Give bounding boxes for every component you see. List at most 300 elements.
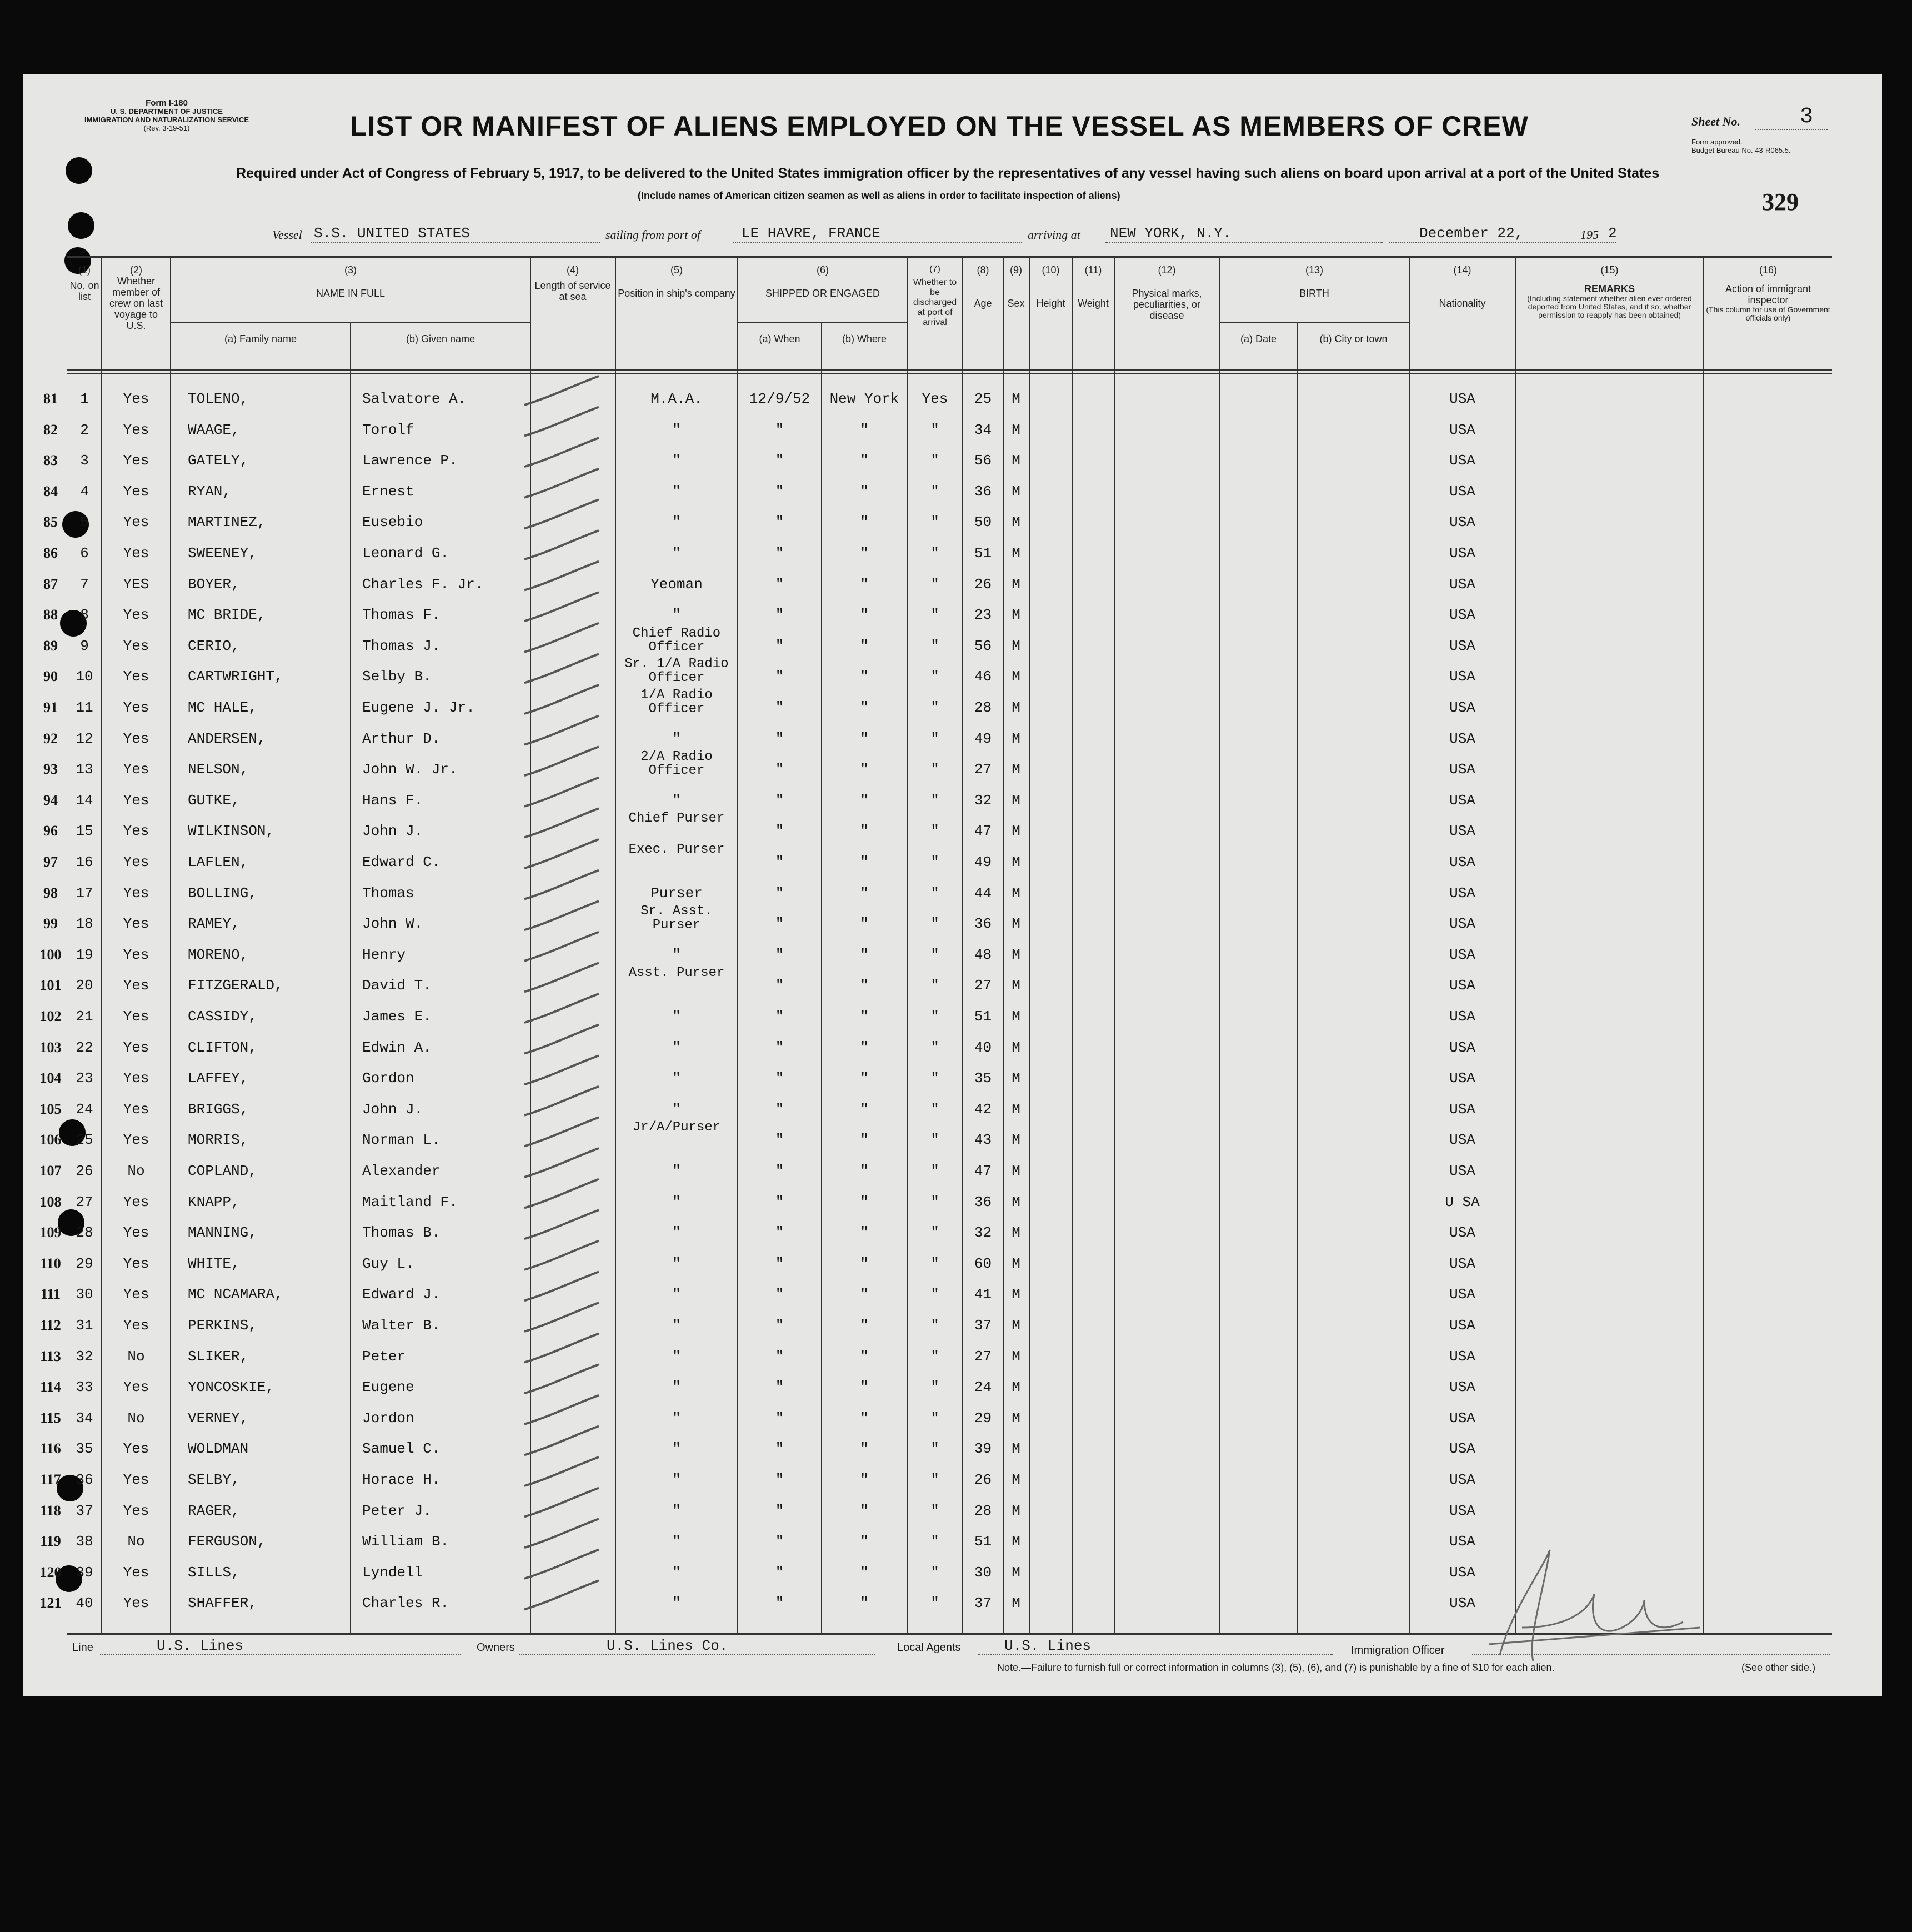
list-number: 14 [76,792,93,809]
service-tick [524,1457,599,1486]
nationality: U SA [1445,1193,1480,1210]
shipped-when: " [775,452,784,469]
last-voyage: Yes [123,699,149,716]
discharged: " [930,1502,939,1519]
sex: M [1012,483,1020,500]
shipped-where: " [860,514,869,531]
age: 48 [974,946,992,963]
family-name: GUTKE, [188,792,240,809]
nationality: USA [1449,1070,1475,1087]
department: U. S. DEPARTMENT OF JUSTICE [111,107,223,116]
age: 50 [974,514,992,531]
shipped-where: " [860,483,869,500]
last-voyage: Yes [123,421,149,438]
side-line-number: 81 [43,391,58,407]
list-number: 3 [80,452,89,469]
position: " [672,1039,681,1056]
family-name: NELSON, [188,761,249,778]
shipped-when: " [775,854,784,870]
last-voyage: Yes [123,1471,149,1488]
service-tick [524,1087,599,1115]
age: 42 [974,1100,992,1118]
shipped-where: " [860,823,869,840]
shipped-when: " [775,575,784,593]
family-name: KNAPP, [188,1193,240,1210]
col-16-note: (This column for use of Government officials only) [1706,305,1830,322]
list-number: 4 [80,483,89,500]
nationality: USA [1449,545,1475,562]
age: 24 [974,1379,992,1396]
sailing-label: sailing from port of [605,228,700,242]
age: 27 [974,761,992,778]
position: " [672,1008,681,1025]
service-tick [524,901,599,930]
discharged: " [930,884,939,902]
col-2-title: Whether member of crew on last voyage to U.S. [109,276,163,331]
family-name: RAMEY, [188,915,240,933]
age: 36 [974,483,992,500]
discharged: " [930,1163,939,1179]
discharged: " [930,977,939,994]
given-name: Torolf [362,421,414,438]
side-line-number: 94 [43,792,58,808]
given-name: Edward C. [362,854,441,870]
service-tick [524,1055,599,1084]
age: 51 [974,1533,992,1550]
side-line-number: 101 [39,977,62,994]
last-voyage: Yes [123,946,149,963]
shipped-when: " [775,1070,784,1087]
family-name: MANNING, [188,1224,257,1242]
shipped-where: " [860,1255,869,1272]
nationality: USA [1449,483,1475,500]
shipped-where: " [860,1039,869,1056]
family-name: SILLS, [188,1564,240,1581]
subtitle-note: (Include names of American citizen seamen as well as aliens in order to facilitate inspection of aliens) [638,190,1120,201]
list-number: 1 [80,391,89,407]
position: " [672,730,681,747]
given-name: Guy L. [362,1255,414,1272]
sex: M [1012,1379,1020,1396]
approval-line: Form approved. [1691,138,1743,146]
given-name: Eugene [362,1379,414,1396]
last-voyage: Yes [123,854,149,870]
service-tick [524,963,599,992]
sex: M [1012,1255,1020,1272]
position: " [672,1471,681,1488]
age: 43 [974,1132,992,1149]
discharged: " [930,1008,939,1025]
list-number: 38 [76,1533,93,1550]
discharged: " [930,1471,939,1488]
signature-image [1478,1544,1711,1672]
age: 37 [974,1317,992,1334]
discharged: " [930,545,939,562]
shipped-when: " [775,483,784,500]
shipped-when: " [775,1132,784,1149]
service-tick [524,1117,599,1146]
discharged: " [930,1409,939,1427]
service-tick [524,685,599,714]
family-name: RYAN, [188,483,232,500]
nationality: USA [1449,637,1475,654]
side-line-number: 105 [39,1100,62,1117]
given-name: Jordon [362,1409,414,1427]
shipped-where: " [860,1595,869,1612]
discharged: " [930,1224,939,1242]
shipped-when: " [775,977,784,994]
last-voyage: Yes [123,1564,149,1581]
sex: M [1012,607,1020,624]
discharged: " [930,854,939,870]
see-other-side: (See other side.) [1741,1662,1816,1673]
last-voyage: Yes [123,545,149,562]
sex: M [1012,421,1020,438]
list-number: 27 [76,1193,93,1210]
shipped-where: " [860,854,869,870]
shipped-when: " [775,1039,784,1056]
age: 39 [974,1440,992,1458]
given-name: John J. [362,823,423,840]
given-name: Maitland F. [362,1193,458,1210]
nationality: USA [1449,1286,1475,1303]
shipped-where: " [860,1224,869,1242]
given-name: Eugene J. Jr. [362,699,475,716]
col-12-number: (12) [1158,264,1176,276]
list-number: 35 [76,1440,93,1458]
given-name: Lyndell [362,1564,423,1581]
position: Exec. Purser [628,842,725,857]
sex: M [1012,1070,1020,1087]
discharged: " [930,823,939,840]
discharged: " [930,1100,939,1118]
list-number: 22 [76,1039,93,1056]
arriving-label: arriving at [1028,228,1080,242]
side-line-number: 104 [39,1070,62,1087]
given-name: Samuel C. [362,1440,441,1458]
nationality: USA [1449,1317,1475,1334]
position: " [672,946,681,963]
given-name: Salvatore A. [362,391,467,407]
position: " [672,483,681,500]
service-tick [524,808,599,837]
list-number: 5 [80,514,89,531]
list-number: 15 [76,823,93,840]
last-voyage: Yes [123,452,149,469]
family-name: SWEENEY, [188,545,257,562]
page-title: LIST OR MANIFEST OF ALIENS EMPLOYED ON THE VESSEL AS MEMBERS OF CREW [350,111,1529,142]
sex: M [1012,391,1020,407]
age: 56 [974,637,992,654]
list-number: 2 [80,421,89,438]
age: 25 [974,391,992,407]
discharged: Yes [922,391,948,407]
last-voyage: No [127,1409,145,1427]
position: Jr/A/Purser [632,1120,721,1135]
side-line-number: 87 [43,575,58,592]
service-tick [524,654,599,683]
sheet-label: Sheet No. [1691,114,1740,128]
sex: M [1012,637,1020,654]
age: 30 [974,1564,992,1581]
nationality: USA [1449,1348,1475,1365]
last-voyage: Yes [123,1595,149,1612]
shipped-where: " [860,1348,869,1365]
owners-value: U.S. Lines Co. [607,1638,728,1654]
shipped-when: " [775,668,784,685]
service-tick [524,592,599,621]
shipped-when: " [775,1409,784,1427]
position: " [672,1379,681,1396]
shipped-when: 12/9/52 [749,391,810,407]
sex: M [1012,730,1020,747]
shipped-where: " [860,761,869,778]
sex: M [1012,452,1020,469]
service-tick [524,1395,599,1424]
service-tick [524,623,599,652]
last-voyage: Yes [123,1100,149,1118]
family-name: MARTINEZ, [188,514,266,531]
shipped-where: " [860,915,869,933]
col-5-number: (5) [670,264,683,276]
given-name: Edwin A. [362,1039,432,1056]
shipped-when: " [775,884,784,902]
discharged: " [930,514,939,531]
nationality: USA [1449,452,1475,469]
sex: M [1012,1409,1020,1427]
col-13-number: (13) [1305,264,1323,276]
service-tick [524,994,599,1023]
side-line-number: 121 [39,1595,62,1611]
shipped-when: " [775,1255,784,1272]
stamp-number: 329 [1762,188,1799,216]
shipped-where: " [860,977,869,994]
given-name: Ernest [362,483,414,500]
shipped-where: " [860,1070,869,1087]
family-name: CASSIDY, [188,1008,257,1025]
side-line-number: 89 [43,637,58,654]
position: " [672,1533,681,1550]
list-number: 9 [80,637,89,654]
col-4-title: Length of service at sea [534,280,611,302]
service-tick [524,1550,599,1579]
family-name: PERKINS, [188,1317,257,1334]
list-number: 6 [80,545,89,562]
side-line-number: 85 [43,514,58,530]
age: 36 [974,915,992,933]
col-1-title: No. on list [69,280,99,302]
col-7-title: Whether to be discharged at port of arrival [913,278,957,327]
family-name: TOLENO, [188,391,249,407]
sex: M [1012,668,1020,685]
family-name: MORENO, [188,946,249,963]
nationality: USA [1449,1533,1475,1550]
position: " [672,452,681,469]
side-line-number: 118 [40,1502,61,1519]
discharged: " [930,761,939,778]
col-8-title: Age [974,298,992,309]
position: " [672,607,681,624]
age: 44 [974,884,992,902]
family-name: BOLLING, [188,884,257,902]
col-15-note: (Including statement whether alien ever ordered deported from United States, and if so, whether permission to reapply has been obtained) [1527,294,1692,319]
service-tick [524,562,599,590]
service-tick [524,1303,599,1332]
side-line-number: 112 [40,1317,61,1333]
sex: M [1012,1440,1020,1458]
age: 40 [974,1039,992,1056]
list-number: 25 [76,1132,93,1149]
nationality: USA [1449,915,1475,933]
side-line-number: 100 [39,946,62,963]
sex: M [1012,915,1020,933]
family-name: VERNEY, [188,1409,249,1427]
side-line-number: 111 [40,1286,61,1303]
sex: M [1012,514,1020,531]
service-tick [524,469,599,498]
age: 56 [974,452,992,469]
revision: (Rev. 3-19-51) [143,124,190,132]
last-voyage: Yes [123,1286,149,1303]
col-6b-header: (b) Where [842,333,887,344]
age: 51 [974,545,992,562]
list-number: 19 [76,946,93,963]
family-name: MC HALE, [188,699,257,716]
position: " [672,514,681,531]
shipped-when: " [775,1564,784,1581]
shipped-where: " [860,884,869,902]
last-voyage: Yes [123,483,149,500]
nationality: USA [1449,391,1475,407]
family-name: CLIFTON, [188,1039,257,1056]
col-9-title: Sex [1007,298,1025,309]
shipped-where: " [860,1100,869,1118]
position: Yeoman [650,575,703,593]
service-tick [524,1241,599,1270]
owners-underline [519,1654,875,1655]
last-voyage: Yes [123,823,149,840]
discharged: " [930,607,939,624]
last-voyage: Yes [123,792,149,809]
list-number: 20 [76,977,93,994]
sex: M [1012,1039,1020,1056]
nationality: USA [1449,1502,1475,1519]
list-number: 12 [76,730,93,747]
sex: M [1012,1348,1020,1365]
last-voyage: Yes [123,977,149,994]
last-voyage: Yes [123,1008,149,1025]
discharged: " [930,668,939,685]
list-number: 23 [76,1070,93,1087]
service-tick [524,1426,599,1455]
year-prefix: 195 [1580,228,1599,242]
shipped-where: " [860,1533,869,1550]
nationality: USA [1449,575,1475,593]
sex: M [1012,854,1020,870]
shipped-when: " [775,1379,784,1396]
list-number: 11 [76,699,93,716]
shipped-when: " [775,761,784,778]
col-11-title: Weight [1078,298,1109,309]
shipped-where: " [860,1440,869,1458]
last-voyage: Yes [123,514,149,531]
discharged: " [930,1379,939,1396]
owners-label: Owners [477,1641,515,1654]
side-line-number: 115 [40,1409,61,1426]
sex: M [1012,1595,1020,1612]
last-voyage: Yes [123,668,149,685]
family-name: MORRIS, [188,1132,249,1149]
discharged: " [930,452,939,469]
discharged: " [930,730,939,747]
nationality: USA [1449,699,1475,716]
list-number: 37 [76,1502,93,1519]
family-name: SLIKER, [188,1348,249,1365]
sex: M [1012,1286,1020,1303]
shipped-when: " [775,1595,784,1612]
family-name: CARTWRIGHT, [188,668,283,685]
side-line-number: 113 [40,1348,61,1364]
shipped-when: " [775,823,784,840]
service-tick [524,839,599,868]
side-line-number: 91 [43,699,58,715]
budget-bureau: Budget Bureau No. 43-R065.5. [1691,146,1791,154]
discharged: " [930,421,939,438]
col-15-title: REMARKS [1584,283,1635,294]
side-line-number: 90 [43,668,58,685]
discharged: " [930,1039,939,1056]
shipped-where: " [860,1502,869,1519]
nationality: USA [1449,1132,1475,1149]
given-name: David T. [362,977,432,994]
shipped-where: New York [829,391,899,407]
side-line-number: 84 [43,483,58,499]
subtitle: Required under Act of Congress of February 5, 1917, to be delivered to the United States immigration officer by the representatives of any vessel having such aliens on board upon arrival at a port of the United States [236,166,1660,181]
nationality: USA [1449,761,1475,778]
family-name: GATELY, [188,452,249,469]
nationality: USA [1449,514,1475,531]
age: 35 [974,1070,992,1087]
position: Sr. 1/A Radio Officer [624,657,729,686]
position: " [672,1070,681,1087]
given-name: Thomas B. [362,1224,441,1242]
shipped-when: " [775,915,784,933]
col-14-number: (14) [1453,264,1471,276]
discharged: " [930,915,939,933]
nationality: USA [1449,977,1475,994]
port-to: NEW YORK, N.Y. [1110,225,1232,242]
last-voyage: Yes [123,1317,149,1334]
side-line-number: 82 [43,421,58,438]
arrival-date: December 22, [1419,225,1524,242]
nationality: USA [1449,1008,1475,1025]
last-voyage: Yes [123,1193,149,1210]
age: 23 [974,607,992,624]
age: 27 [974,977,992,994]
shipped-when: " [775,1193,784,1210]
col-10-number: (10) [1042,264,1060,276]
sex: M [1012,1008,1020,1025]
port-from: LE HAVRE, FRANCE [742,225,880,242]
nationality: USA [1449,884,1475,902]
nationality: USA [1449,1440,1475,1458]
side-line-number: 119 [40,1533,61,1550]
shipped-when: " [775,946,784,963]
shipped-when: " [775,1224,784,1242]
penalty-note: Note.—Failure to furnish full or correct information in columns (3), (5), (6), and (7) is punishable by a fine of $10 for each alien. [997,1662,1555,1673]
given-name: Henry [362,946,406,963]
discharged: " [930,1440,939,1458]
